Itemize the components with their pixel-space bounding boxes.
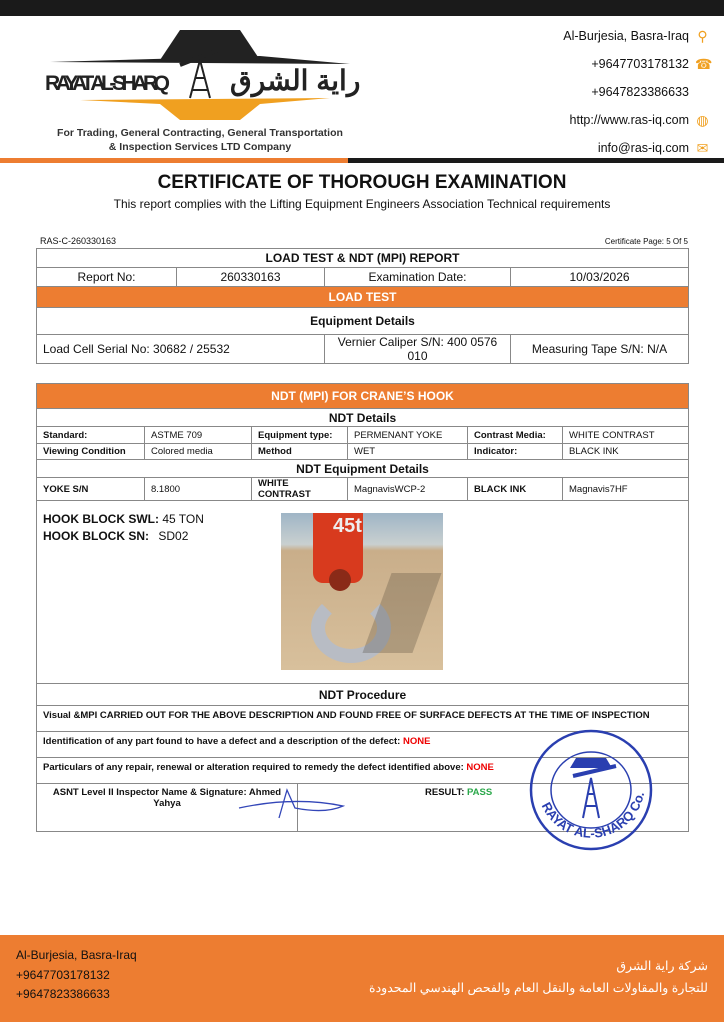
phone-icon: ☎ — [695, 55, 713, 72]
black-ink-value: Magnavis7HF — [563, 478, 689, 501]
standard-value: ASTME 709 — [145, 427, 252, 444]
vernier-caliper-serial: Vernier Caliper S/N: 400 0576 010 — [325, 335, 511, 364]
exam-date-label: Examination Date: — [325, 268, 511, 287]
defect-identification: Identification of any part found to have a defect and a description of the defect: NONE — [37, 732, 689, 758]
equipment-type-label: Equipment type: — [252, 427, 348, 444]
ndt-section: NDT (MPI) FOR CRANE’S HOOK — [37, 384, 689, 409]
footer-address: Al-Burjesia, Basra-Iraq — [16, 948, 137, 962]
envelope-icon: ✉ — [696, 139, 709, 156]
repair-particulars: Particulars of any repair, renewal or alteration required to remedy the defect identified above: NONE — [37, 758, 689, 784]
footer-contacts — [16, 946, 137, 1005]
top-bar — [0, 0, 724, 16]
inspector-signature-cell — [37, 784, 298, 832]
header-contacts — [450, 22, 713, 162]
indicator-label: Indicator: — [468, 444, 563, 460]
page-title: CERTIFICATE OF THOROUGH EXAMINATION — [157, 172, 567, 193]
svg-text:RAYAT AL-SHARQ Co.: RAYAT AL-SHARQ Co. — [538, 790, 648, 841]
company-stamp — [528, 728, 654, 852]
equipment-details-heading: Equipment Details — [37, 308, 689, 335]
sn-value: SD02 — [158, 529, 189, 543]
footer-arabic — [369, 955, 708, 999]
ndt-details-heading: NDT Details — [37, 409, 689, 427]
yoke-sn-label: YOKE S/N — [37, 478, 145, 501]
company-logo — [40, 20, 360, 160]
hook-block-cell — [37, 501, 689, 684]
contrast-media-label: Contrast Media: — [468, 427, 563, 444]
white-contrast-label: WHITE CONTRAST — [252, 478, 348, 501]
viewing-condition-label: Viewing Condition — [37, 444, 145, 460]
standard-label: Standard: — [37, 427, 145, 444]
contact-email: info@ras-iq.com ✉ — [597, 139, 709, 156]
header-divider-orange — [0, 158, 348, 163]
location-pin-icon: ⚲ — [697, 27, 708, 44]
ndt-equipment-heading: NDT Equipment Details — [37, 460, 689, 478]
globe-icon: ◍ — [696, 111, 709, 128]
contrast-media-value: WHITE CONTRAST — [563, 427, 689, 444]
report-no-label: Report No: — [37, 268, 177, 287]
method-value: WET — [348, 444, 468, 460]
contact-phone-1: +9647703178132 ☎ — [591, 55, 713, 72]
black-ink-label: BLACK INK — [468, 478, 563, 501]
white-contrast-value: MagnavisWCP-2 — [348, 478, 468, 501]
load-cell-serial: Load Cell Serial No: 30682 / 25532 — [37, 335, 325, 364]
visual-inspection-statement: Visual &MPI CARRIED OUT FOR THE ABOVE DESCRIPTION AND FOUND FREE OF SURFACE DEFECTS AT THE TIME OF INSPECTION — [37, 706, 689, 732]
result-value: PASS — [467, 787, 493, 798]
swl-label: HOOK BLOCK SWL: — [43, 512, 159, 526]
measuring-tape-serial: Measuring Tape S/N: N/A — [511, 335, 689, 364]
inspector-name: ASNT Level II Inspector Name & Signature: Ahmed Yahya — [52, 787, 282, 809]
equipment-type-value: PERMENANT YOKE — [348, 427, 468, 444]
footer-phone-1: +9647703178132 — [16, 967, 110, 982]
contact-phone-2: +9647823386633 — [591, 85, 689, 99]
tagline-line-2: & Inspection Services LTD Company — [108, 141, 292, 153]
result-label: RESULT: — [425, 787, 468, 798]
page-subtitle: This report complies with the Lifting Equipment Engineers Association Technical requirements — [113, 197, 611, 211]
signature — [235, 788, 345, 820]
exam-date: 10/03/2026 — [511, 268, 689, 287]
contact-website: http://www.ras-iq.com ◍ — [569, 111, 709, 128]
svg-text:RAYAT AL-SHARQ: RAYAT AL-SHARQ — [45, 72, 170, 95]
tagline — [40, 126, 360, 154]
swl-value: 45 TON — [162, 512, 204, 526]
hook-capacity-label: 45t — [333, 515, 362, 537]
load-test-section: LOAD TEST — [37, 287, 689, 308]
certificate-page: Certificate Page: 5 Of 5 — [604, 237, 688, 246]
logo-arabic-name: راية الشرق — [230, 65, 360, 96]
certificate-ref: RAS-C-260330163 — [40, 236, 117, 246]
footer-arabic-tagline: للتجارة والمقاولات العامة والنقل العام والفحص الهندسي المحدودة — [369, 981, 708, 995]
repair-particulars-value: NONE — [466, 762, 494, 773]
viewing-condition-value: Colored media — [145, 444, 252, 460]
defect-identification-value: NONE — [402, 736, 431, 747]
contact-address: Al-Burjesia, Basra-Iraq ⚲ — [450, 22, 710, 50]
indicator-value: BLACK INK — [563, 444, 689, 460]
load-test-table — [36, 248, 689, 364]
method-label: Method — [252, 444, 348, 460]
report-no: 260330163 — [177, 268, 325, 287]
hook-photo — [281, 513, 443, 670]
report-heading: LOAD TEST & NDT (MPI) REPORT — [37, 249, 689, 268]
yoke-sn-value: 8.1800 — [145, 478, 252, 501]
tagline-line-1: For Trading, General Contracting, General Transportation — [57, 127, 343, 139]
sn-label: HOOK BLOCK SN: — [43, 529, 149, 543]
footer-phone-2: +9647823386633 — [16, 987, 110, 1001]
ndt-procedure-heading: NDT Procedure — [37, 684, 689, 706]
header-divider-black — [348, 158, 724, 163]
footer-arabic-name: شركة راية الشرق — [616, 959, 708, 973]
